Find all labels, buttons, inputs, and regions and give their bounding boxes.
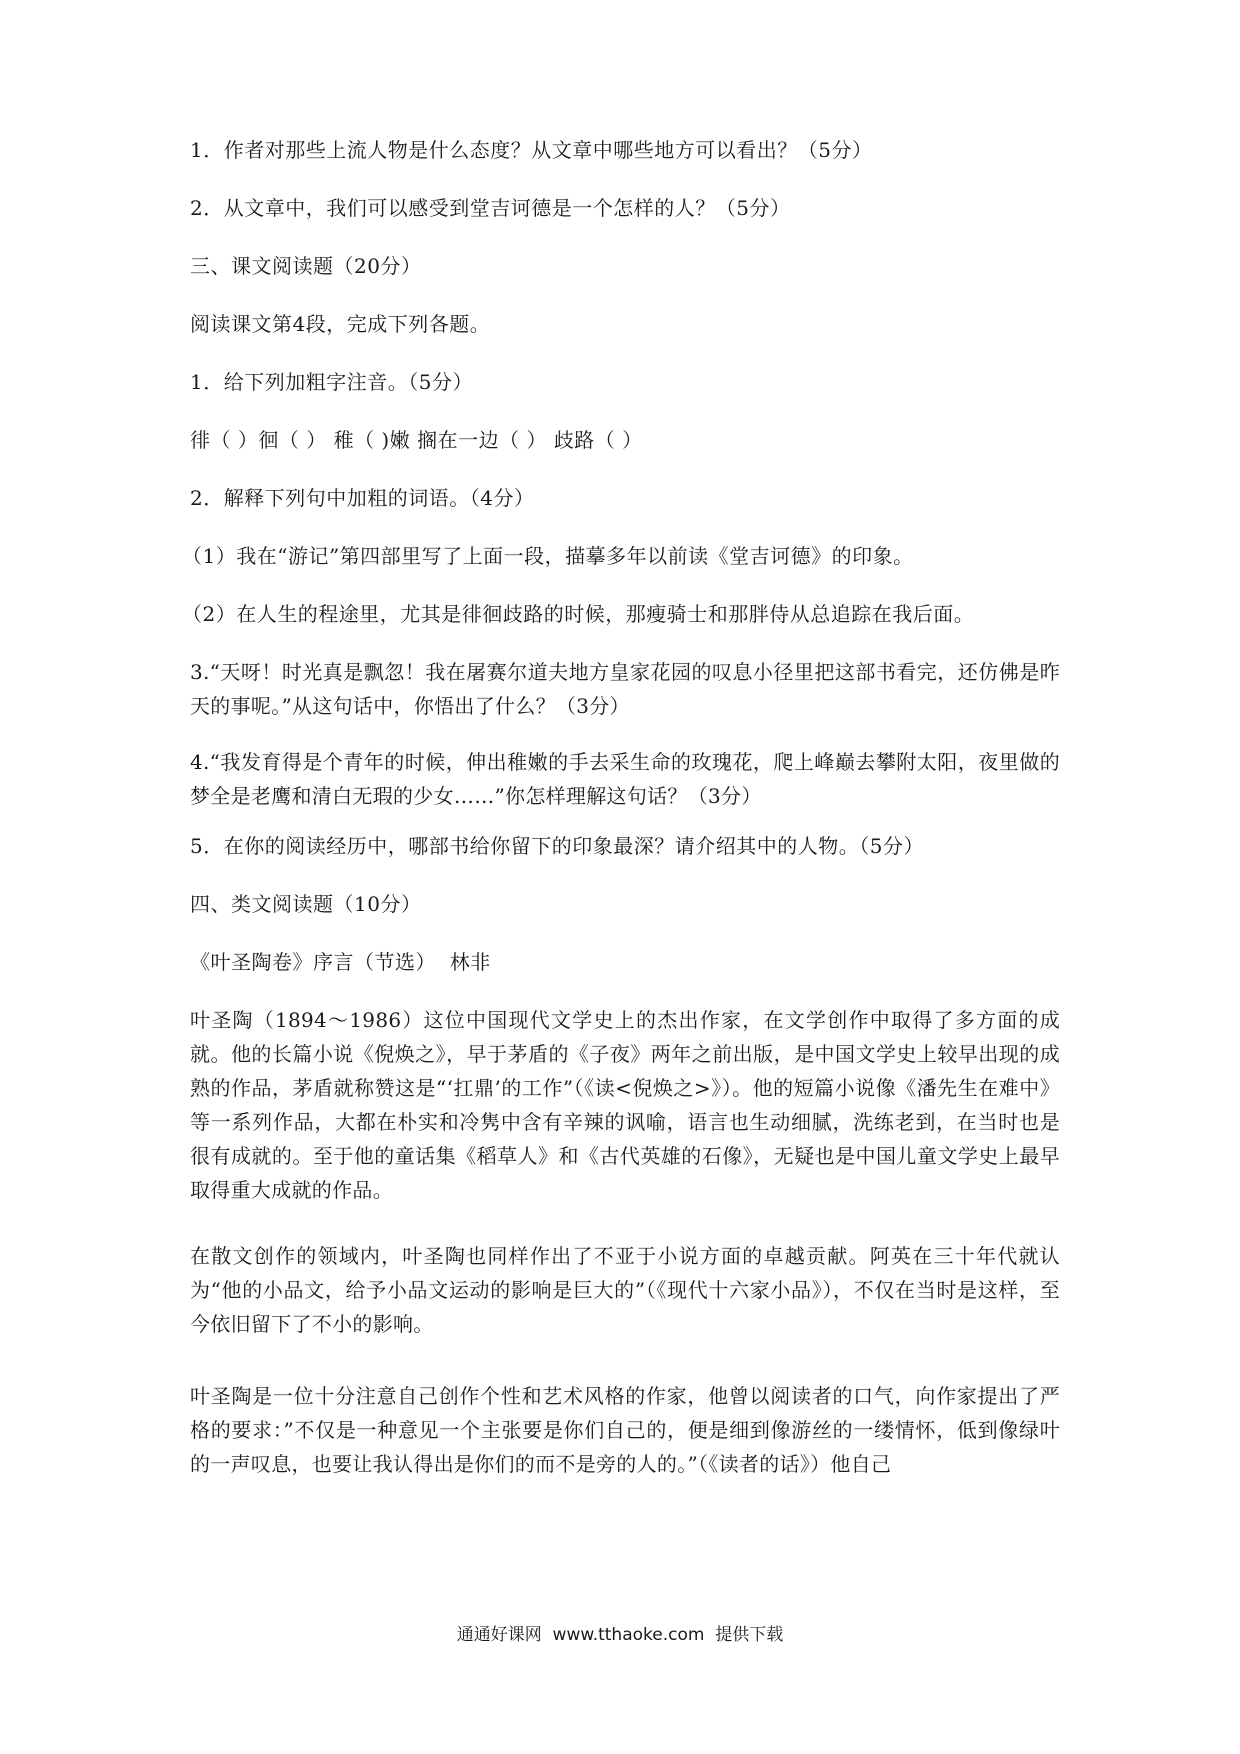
pinyin-items: 徘（ ）徊（ ） 稚（ )嫩 搁在一边（ ） 歧路（ ） bbox=[190, 428, 643, 452]
question-1: 1．作者对那些上流人物是什么态度？从文章中哪些地方可以看出？（5分） bbox=[190, 138, 873, 162]
section-4-heading: 四、类文阅读题（10分） bbox=[190, 892, 422, 916]
passage-paragraph-2: 在散文创作的领域内，叶圣陶也同样作出了不亚于小说方面的卓越贡献。阿英在三十年代就认为“他的小品文，给予小品文运动的影响是巨大的”（《现代十六家小品》），不仅在当时是这样，至今依旧留下了不小的影响。 bbox=[190, 1244, 1060, 1336]
section-3-question-3: 3.“天呀！时光真是飘忽！我在屠赛尔道夫地方皇家花园的叹息小径里把这部书看完，还仿佛是昨天的事呢。”从这句话中，你悟出了什么？（3分） bbox=[190, 660, 1060, 718]
section-3-question-1: 1．给下列加粗字注音。（5分） bbox=[190, 370, 473, 394]
passage-paragraph-1: 叶圣陶（1894～1986）这位中国现代文学史上的杰出作家，在文学创作中取得了多方面的成就。他的长篇小说《倪焕之》，早于茅盾的《子夜》两年之前出版，是中国文学史上较早出现的成熟的作品，茅盾就称赞这是“‘扛鼎’的工作”（《读<倪焕之>》）。他的短篇小说像《潘先生在难中》等一系列作品，大都在朴实和冷隽中含有辛辣的讽喻，语言也生动细腻，洗练老到，在当时也是很有成就的。至于他的童话集《稻草人》和《古代英雄的石像》，无疑也是中国儿童文学史上最早取得重大成就的作品。 bbox=[190, 1008, 1060, 1202]
passage-title: 《叶圣陶卷》序言（节选） 林非 bbox=[190, 950, 491, 974]
section-3-question-2: 2．解释下列句中加粗的词语。（4分） bbox=[190, 486, 535, 510]
question-2: 2．从文章中，我们可以感受到堂吉诃德是一个怎样的人？（5分） bbox=[190, 196, 791, 220]
section-3-heading: 三、课文阅读题（20分） bbox=[190, 254, 422, 278]
passage-paragraph-3: 叶圣陶是一位十分注意自己创作个性和艺术风格的作家，他曾以阅读者的口气，向作家提出了严格的要求：”不仅是一种意见一个主张要是你们自己的，便是细到像游丝的一缕情怀，低到像绿叶的一声叹息，也要让我认得出是你们的而不是旁的人的。”（《读者的话》）他自己 bbox=[190, 1384, 1060, 1476]
section-3-instruction: 阅读课文第4段，完成下列各题。 bbox=[190, 312, 491, 336]
section-3-question-5: 5．在你的阅读经历中，哪部书给你留下的印象最深？请介绍其中的人物。（5分） bbox=[190, 834, 924, 858]
sentence-2: （2）在人生的程途里，尤其是徘徊歧路的时候，那瘦骑士和那胖侍从总追踪在我后面。 bbox=[182, 602, 975, 626]
footer-credit: 通通好课网 www.tthaoke.com 提供下载 bbox=[456, 1625, 784, 1645]
sentence-1: （1）我在“游记”第四部里写了上面一段，描摹多年以前读《堂吉诃德》的印象。 bbox=[182, 544, 914, 568]
section-3-question-4: 4.“我发育得是个青年的时候，伸出稚嫩的手去采生命的玫瑰花，爬上峰巅去攀附太阳，夜里做的梦全是老鹰和清白无瑕的少女……”你怎样理解这句话？（3分） bbox=[190, 750, 1060, 808]
